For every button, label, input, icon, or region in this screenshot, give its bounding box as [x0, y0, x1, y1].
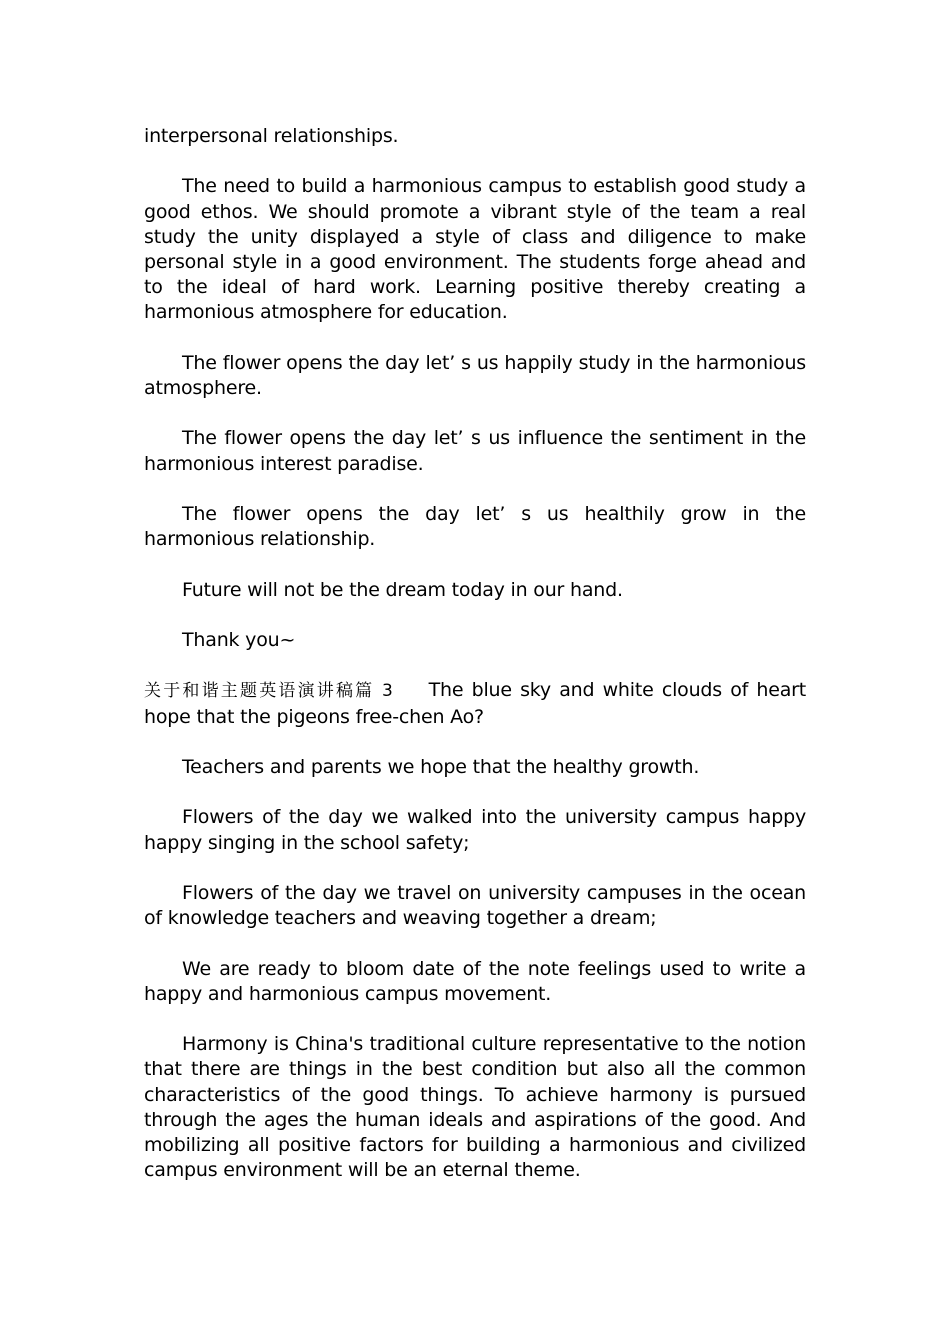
section-heading: 关于和谐主题英语演讲稿篇 3: [144, 681, 393, 702]
section-heading-line: [144, 678, 806, 729]
paragraph: Harmony is China's traditional culture representative to the notion that there are things in the best condition but also all the common characteristics of the good things. To achieve harmony is pursued through the ages the human ideals and aspirations of the good. And mobilizing all positive factors for building a harmonious and civilized campus environment will be an eternal theme.: [144, 1033, 806, 1182]
paragraph: The flower opens the day let’ s us happily study in the harmonious atmosphere.: [144, 351, 806, 399]
paragraph: The need to build a harmonious campus to establish good study a good ethos. We should promote a vibrant style of the team a real study the unity displayed a style of class and diligence to make personal style in a good environment. The students forge ahead and to the ideal of hard work. Learning positive thereby creating a harmonious atmosphere for education.: [144, 175, 806, 324]
document-page: [144, 124, 806, 1209]
paragraph: The flower opens the day let’ s us influence the sentiment in the harmonious interest paradise.: [144, 427, 806, 475]
paragraph: The flower opens the day let’ s us healthily grow in the harmonious relationship.: [144, 502, 806, 551]
paragraph: Thank you~: [182, 628, 296, 651]
paragraph: Flowers of the day we travel on university campuses in the ocean of knowledge teachers and weaving together a dream;: [144, 881, 806, 930]
paragraph: interpersonal relationships.: [144, 125, 399, 147]
section-first-text: The blue sky and white clouds of heart hope that the pigeons free-chen Ao?: [144, 679, 806, 728]
paragraph: Future will not be the dream today in our hand.: [182, 578, 623, 601]
paragraph: Teachers and parents we hope that the healthy growth.: [182, 755, 700, 778]
paragraph: We are ready to bloom date of the note feelings used to write a happy and harmonious campus movement.: [144, 957, 806, 1005]
paragraph: Flowers of the day we walked into the university campus happy happy singing in the school safety;: [144, 806, 806, 854]
